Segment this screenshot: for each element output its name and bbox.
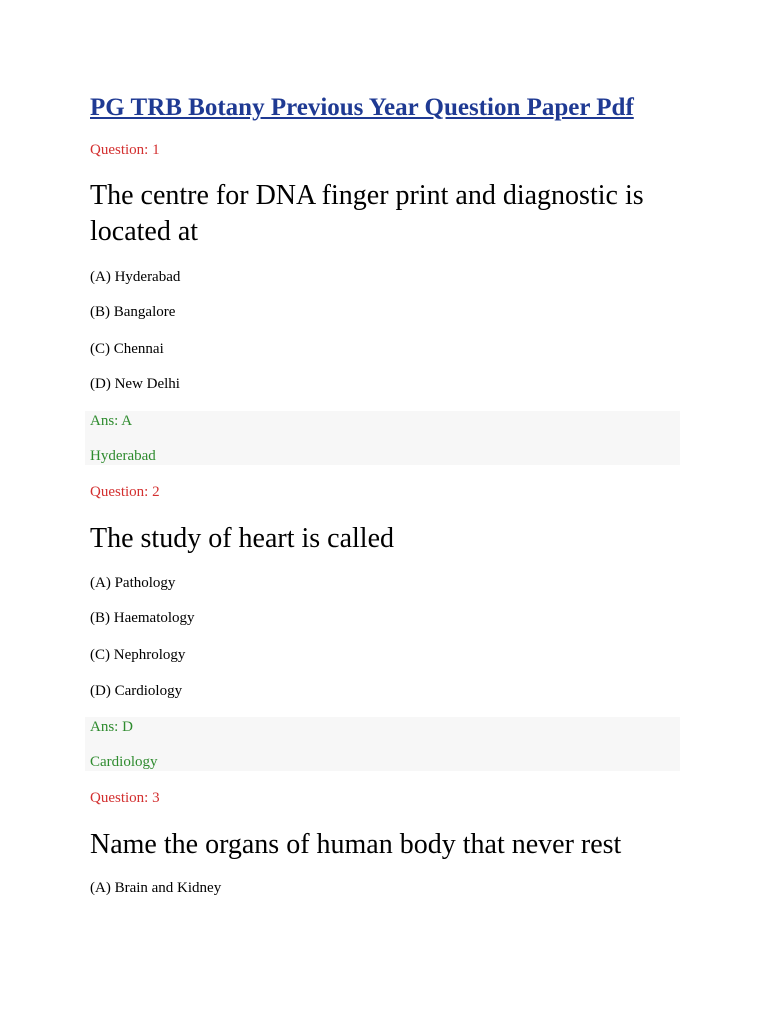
- answer-box: [85, 411, 680, 465]
- answer-box: [85, 717, 680, 771]
- option: (A) Pathology: [90, 575, 176, 591]
- option: (C) Nephrology: [90, 647, 186, 663]
- option: (B) Bangalore: [90, 304, 176, 320]
- option: (A) Brain and Kidney: [90, 880, 222, 896]
- option: (C) Chennai: [90, 341, 164, 357]
- question-text: The centre for DNA finger print and diagnostic is located at: [90, 180, 644, 247]
- question-label: Question: 1: [90, 142, 160, 158]
- question-text: The study of heart is called: [90, 523, 395, 554]
- question-label: Question: 2: [90, 484, 160, 500]
- answer-text: Cardiology: [90, 754, 158, 770]
- option: (B) Haematology: [90, 610, 195, 626]
- page-title[interactable]: PG TRB Botany Previous Year Question Paper Pdf: [90, 94, 634, 121]
- answer-label: Ans: A: [90, 413, 133, 429]
- answer-label: Ans: D: [90, 719, 133, 735]
- option: (A) Hyderabad: [90, 269, 181, 285]
- question-text: Name the organs of human body that never rest: [90, 829, 622, 860]
- option: (D) New Delhi: [90, 376, 180, 392]
- option: (D) Cardiology: [90, 683, 183, 699]
- answer-text: Hyderabad: [90, 448, 156, 464]
- question-label: Question: 3: [90, 790, 160, 806]
